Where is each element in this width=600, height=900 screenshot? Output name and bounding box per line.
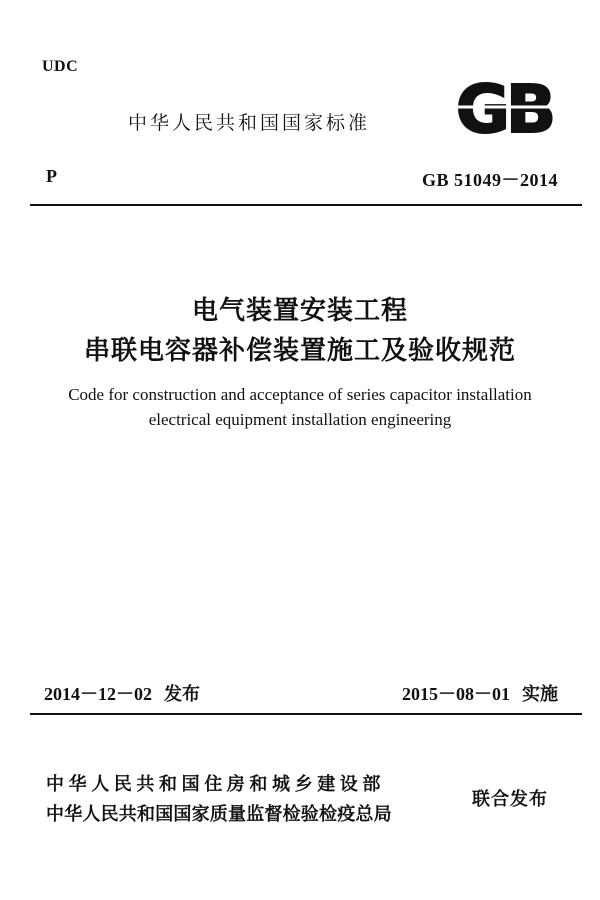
effective-label: 实施 <box>522 684 558 705</box>
standard-number: GB 51049－2014 <box>421 170 558 190</box>
effective-date-block <box>402 680 558 706</box>
title-en-line1: Code for construction and acceptance of series capacitor installation <box>68 385 532 404</box>
standard-type: 中华人民共和国国家标准 <box>128 112 371 134</box>
title-cn-line2: 串联电容器补偿装置施工及验收规范 <box>83 336 516 366</box>
top-divider <box>30 204 582 206</box>
issue-date: 2014－12－02 <box>44 684 152 704</box>
title-en-line2: electrical equipment installation engineering <box>148 410 452 429</box>
publisher-line2: 中华人民共和国国家质量监督检验检疫总局 <box>46 804 392 825</box>
bottom-divider <box>30 713 582 715</box>
classification-code: P <box>46 166 57 186</box>
title-cn-line1: 电气装置安装工程 <box>191 296 408 326</box>
joint-publish-label: 联合发布 <box>472 789 548 810</box>
gb-logo <box>448 74 560 142</box>
effective-date: 2015－08－01 <box>402 684 510 704</box>
issue-label: 发布 <box>164 684 200 705</box>
issue-date-block <box>44 680 200 706</box>
publisher-line1: 中华人民共和国住房和城乡建设部 <box>46 774 385 795</box>
gb-logo-text: GB <box>455 74 553 142</box>
udc-label: UDC <box>42 58 79 75</box>
